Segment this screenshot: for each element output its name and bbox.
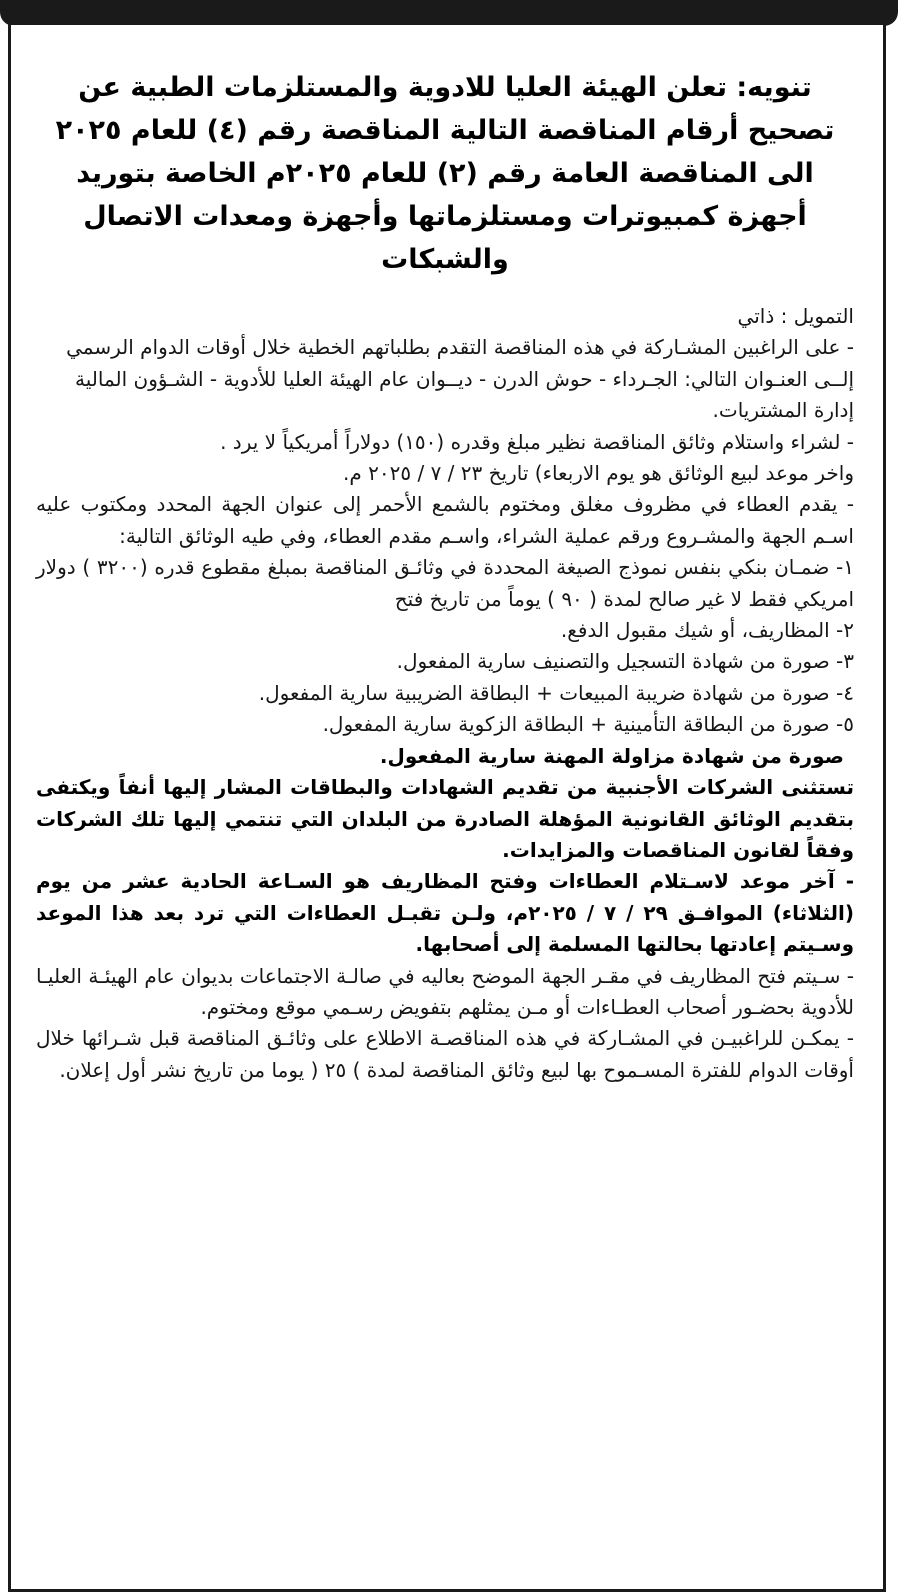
bid-deadline-paragraph: - آخر موعد لاسـتلام العطاءات وفتح المظاريف هو السـاعة الحادية عشر من يوم (الثلاثاء) الموافـق ٢٩ / ٧ / ٢٠٢٥م، ولـن تقبـل العطاءات التي ترد بعد هذا الموعد وسـيتم إعادتها بحالتها المسلمة إلى أصحابها. — [36, 869, 855, 957]
requirement-item-3: ٣- صورة من شهادة التسجيل والتصنيف سارية المفعول. — [396, 649, 854, 674]
foreign-companies-paragraph: تستثنى الشركات الأجنبية من تقديم الشهادات والبطاقات المشار إليها أنفاً ويكتفى بتقديم الوثائق القانونية المؤهلة الصادرة من البلدان التي تنتمي إليها تلك الشركات وفقاً لقانون المناقصات والمزايدات. — [36, 775, 854, 862]
requirement-item-2: ٢- المظاريف، أو شيك مقبول الدفع. — [560, 618, 854, 643]
tender-notice — [36, 66, 854, 1086]
documents-deadline-line: واخر موعد لبيع الوثائق هو يوم الاربعاء) تاريخ ٢٣ / ٧ / ٢٠٢٥ م. — [343, 461, 854, 486]
requirement-item-1: ١- ضمـان بنكي بنفس نموذج الصيغة المحددة في وثائـق المناقصة بمبلغ مقطوع قدره (٣٢٠٠ ) دولار امريكي فقط لا غير صالح لمدة ( ٩٠ ) يوماً من تاريخ فتح — [36, 555, 854, 611]
submission-paragraph: - يقدم العطاء في مظروف مغلق ومختوم بالشمع الأحمر إلى عنوان الجهة المحدد ومكتوب عليه اسـم الجهة والمشـروع ورقم عملية الشراء، واسـم مقدم العطاء، وفي طيه الوثائق التالية: — [36, 492, 854, 548]
opening-paragraph: - سـيتم فتح المظاريف في مقـر الجهة الموضح بعاليه في صالـة الاجتماعات بديوان عام الهيئـة العليـا للأدوية بحضـور أصحاب العطـاءات أو مـن يمثلهم بتفويض رسـمي موقع ومختوم. — [36, 963, 854, 1019]
requirement-item-6: صورة من شهادة مزاولة المهنة سارية المفعول. — [379, 743, 844, 768]
address-paragraph: إلــى العنـوان التالي: الجـرداء - حوش الدرن - ديــوان عام الهيئة العليا للأدوية - الشـؤون المالية — [75, 366, 854, 391]
documents-fee-line: - لشراء واستلام وثائق المناقصة نظير مبلغ وقدره (١٥٠) دولاراً أمريكياً لا يرد . — [220, 429, 854, 454]
requirement-item-4: ٤- صورة من شهادة ضريبة المبيعات + البطاقة الضريبية سارية المفعول. — [258, 680, 854, 705]
funding-line: التمويل : ذاتي — [737, 304, 854, 328]
requirement-item-5: ٥- صورة من البطاقة التأمينية + البطاقة الزكوية سارية المفعول. — [322, 712, 854, 737]
department-line: إدارة المشتريات. — [712, 398, 854, 423]
inspection-paragraph: - يمكـن للراغبيـن في المشـاركة في هذه المناقصـة الاطلاع على وثائـق المناقصة قبل شـرائها خلال أوقات الدوام للفترة المسـموح بها لبيع وثائق المناقصة لمدة ) ٢٥ ( يوما من تاريخ نشر أول إعلان. — [36, 1026, 854, 1082]
notice-headline: تنويه: تعلن الهيئة العليا للادوية والمستلزمات الطبية عن تصحيح أرقام المناقصة التالية المناقصة رقم (٤) للعام ٢٠٢٥ الى المناقصة العامة رقم (٢) للعام ٢٠٢٥م الخاصة بتوريد أجهزة كمبيوترات ومستلزماتها وأجهزة ومعدات الاتصال والشبكات — [55, 72, 835, 275]
application-paragraph: - على الراغبين المشـاركة في هذه المناقصة التقدم بطلباتهم الخطية خلال أوقات الدوام الرسمي — [66, 335, 854, 360]
notice-body — [36, 301, 854, 1086]
